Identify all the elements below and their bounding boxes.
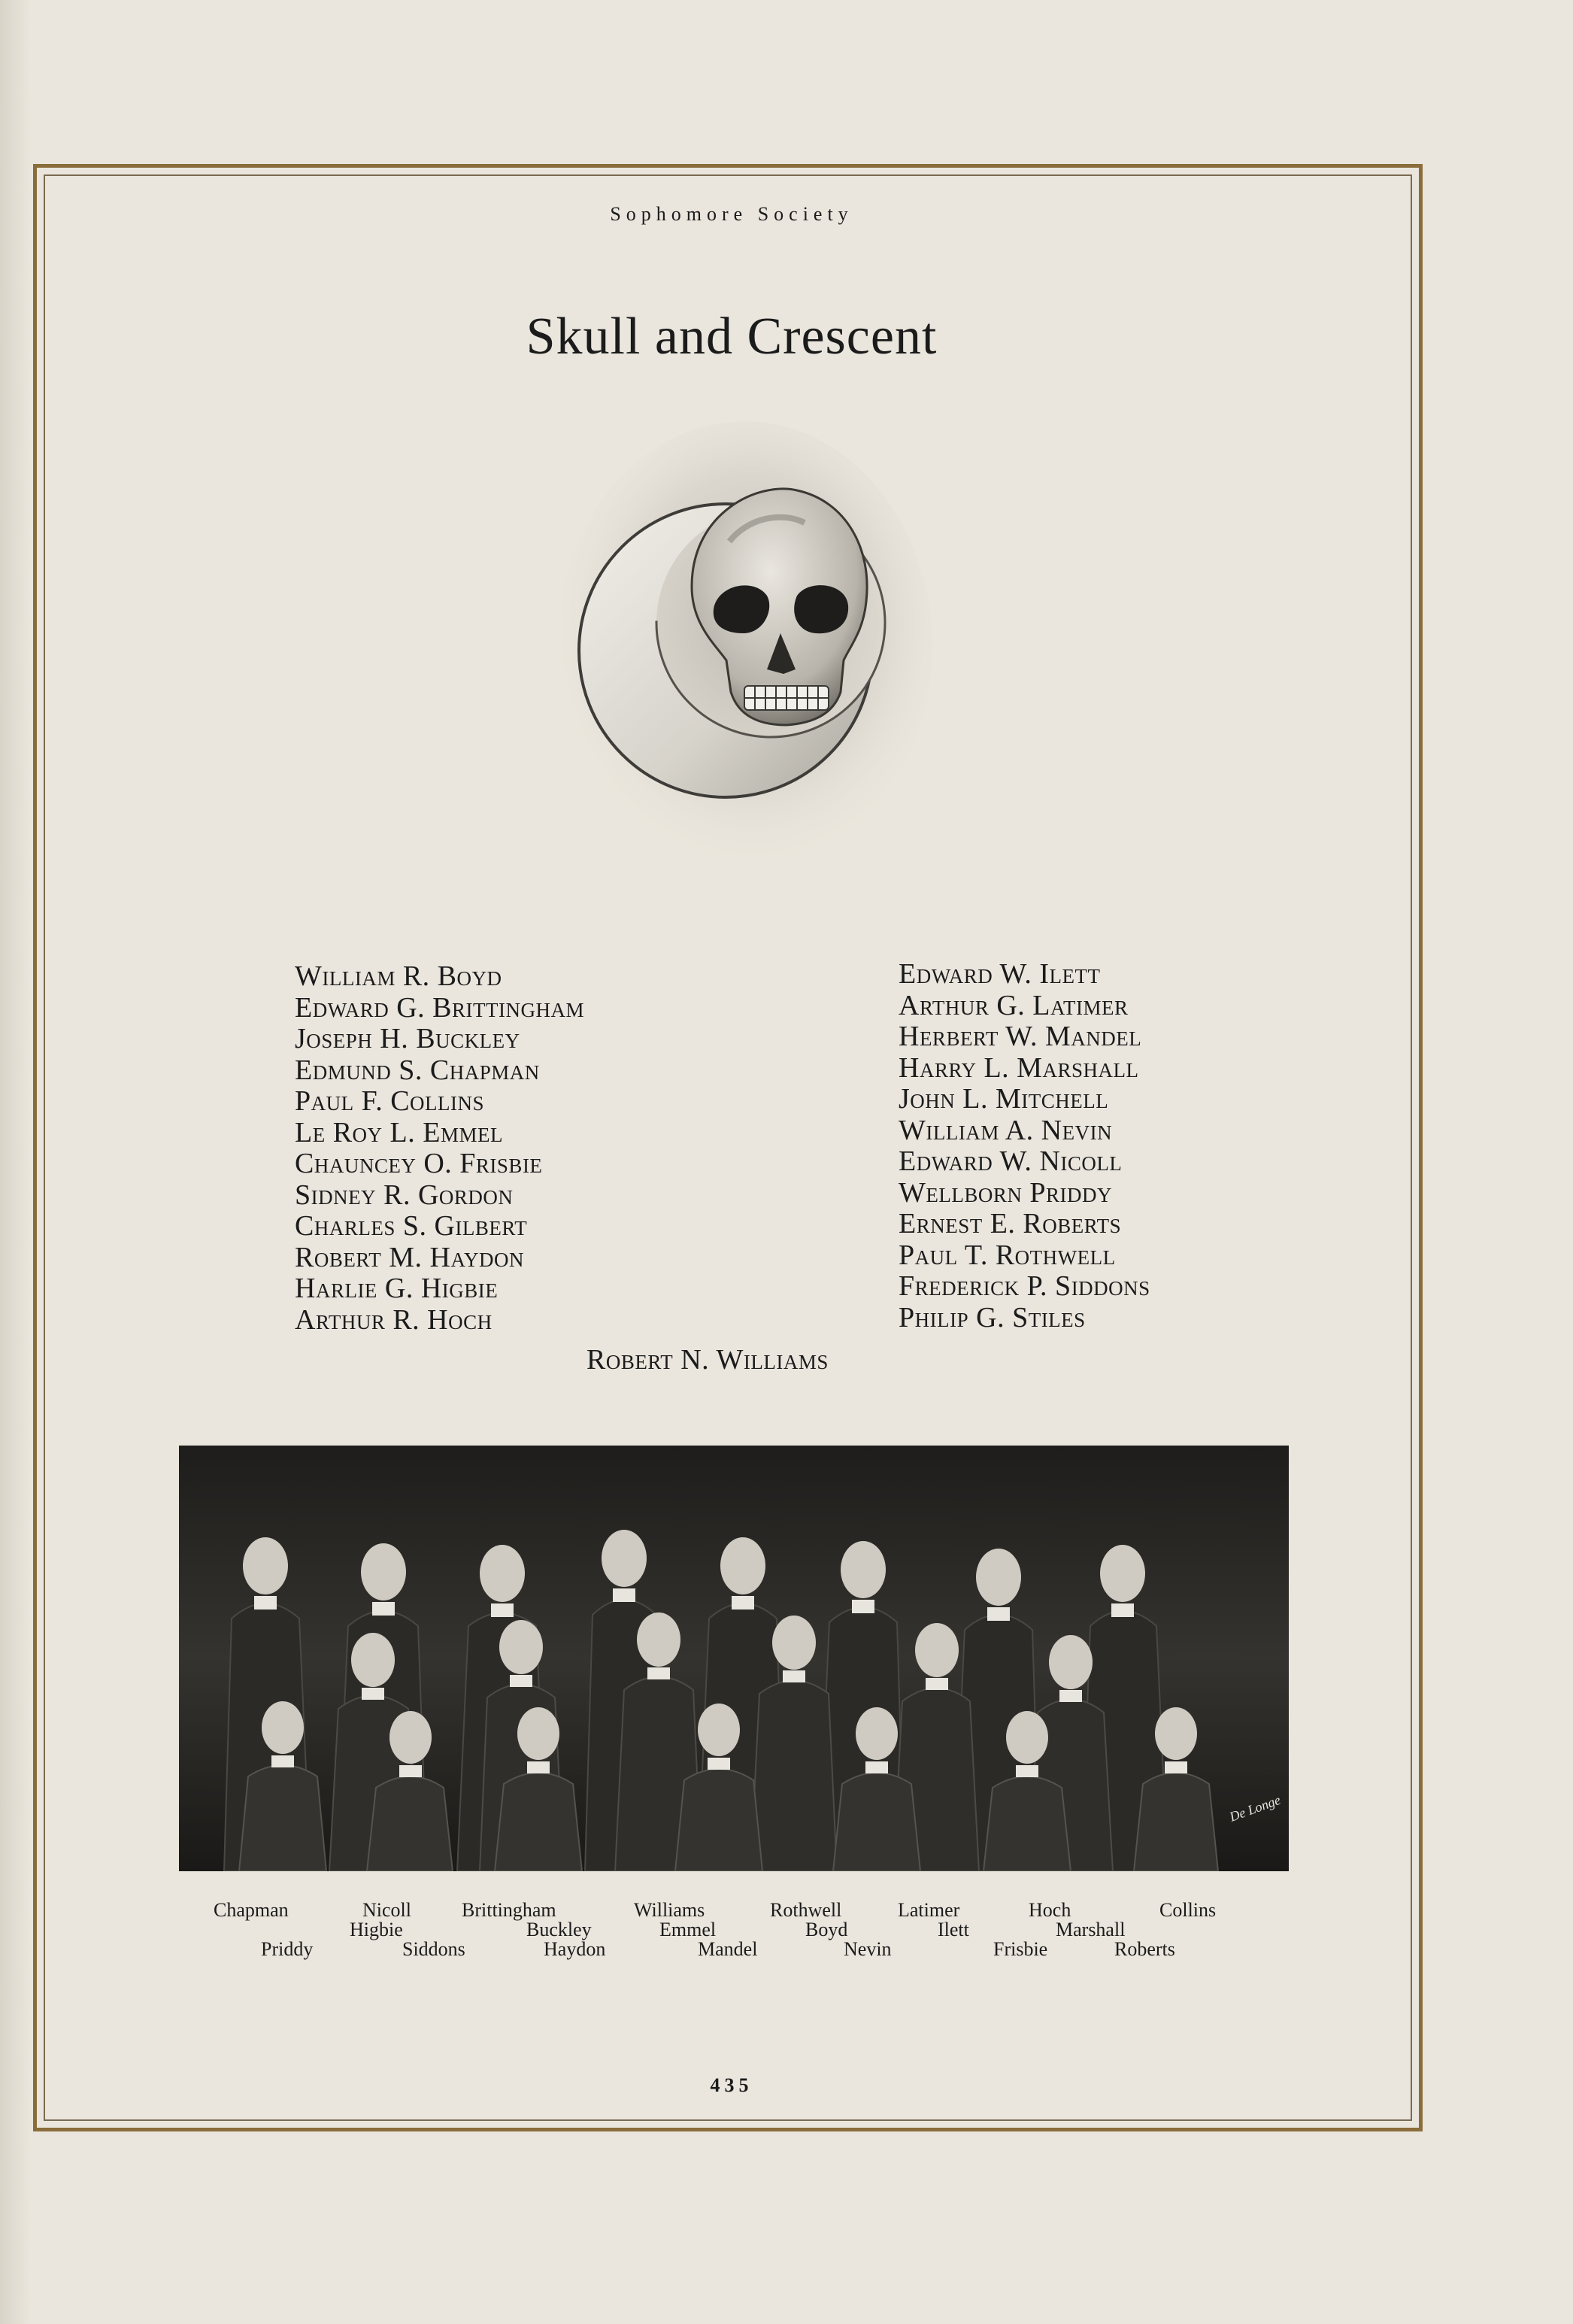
member-list-right (899, 959, 1150, 1333)
caption-name: Williams (634, 1899, 705, 1921)
caption-name: Nicoll (362, 1899, 411, 1921)
member-name: William R. Boyd (295, 960, 502, 992)
caption-name: Boyd (805, 1919, 848, 1940)
caption-name: Priddy (261, 1938, 314, 1960)
member-name: Chauncey O. Frisbie (295, 1148, 543, 1179)
photographer-signature: De Longe (1227, 1792, 1283, 1825)
caption-name: Haydon (544, 1938, 606, 1960)
member-name: Ernest E. Roberts (899, 1208, 1122, 1239)
caption-name: Latimer (898, 1899, 960, 1921)
member-name: Edward G. Brittingham (295, 991, 584, 1024)
group-photograph (179, 1446, 1289, 1871)
caption-name: Mandel (698, 1938, 758, 1960)
caption-name: Ilett (938, 1919, 969, 1940)
member-name: Harlie G. Higbie (295, 1273, 499, 1304)
caption-name: Hoch (1029, 1899, 1071, 1921)
section-kicker: Sophomore Society (610, 203, 853, 225)
member-name: Robert M. Haydon (295, 1241, 524, 1273)
page-title: Skull and Crescent (526, 308, 938, 366)
member-name: Frederick P. Siddons (899, 1270, 1150, 1302)
member-name: William A. Nevin (899, 1114, 1113, 1146)
member-name-centered: Robert N. Williams (586, 1344, 829, 1376)
member-name: Sidney R. Gordon (295, 1179, 514, 1211)
skull-crescent-icon (541, 421, 932, 903)
member-name: Harry L. Marshall (899, 1051, 1139, 1084)
page-number: 435 (710, 2074, 753, 2096)
caption-name: Emmel (659, 1919, 717, 1940)
member-name: Charles S. Gilbert (295, 1210, 528, 1242)
member-name: Herbert W. Mandel (899, 1021, 1142, 1052)
member-list-left (295, 961, 584, 1336)
member-name: John L. Mitchell (899, 1083, 1109, 1115)
caption-name: Chapman (214, 1899, 289, 1921)
member-name: Le Roy L. Emmel (295, 1116, 503, 1148)
member-name: Philip G. Stiles (899, 1301, 1086, 1333)
member-name: Edmund S. Chapman (295, 1054, 540, 1086)
caption-name: Collins (1159, 1899, 1217, 1921)
member-name: Arthur G. Latimer (899, 989, 1129, 1021)
caption-name: Frisbie (993, 1938, 1048, 1960)
member-name: Paul T. Rothwell (899, 1239, 1116, 1271)
caption-name: Marshall (1056, 1919, 1126, 1940)
caption-name: Higbie (350, 1919, 403, 1940)
member-name: Wellborn Priddy (899, 1176, 1112, 1209)
caption-name: Rothwell (770, 1899, 842, 1921)
member-name: Paul F. Collins (295, 1085, 485, 1117)
member-name: Edward W. Nicoll (899, 1145, 1123, 1177)
member-name: Joseph H. Buckley (295, 1023, 520, 1054)
caption-name: Siddons (402, 1938, 465, 1960)
member-name: Arthur R. Hoch (295, 1303, 493, 1336)
caption-name: Roberts (1114, 1938, 1175, 1960)
member-name: Edward W. Ilett (899, 958, 1101, 990)
caption-name: Nevin (844, 1938, 892, 1960)
caption-name: Brittingham (462, 1899, 556, 1921)
caption-name: Buckley (526, 1919, 592, 1940)
